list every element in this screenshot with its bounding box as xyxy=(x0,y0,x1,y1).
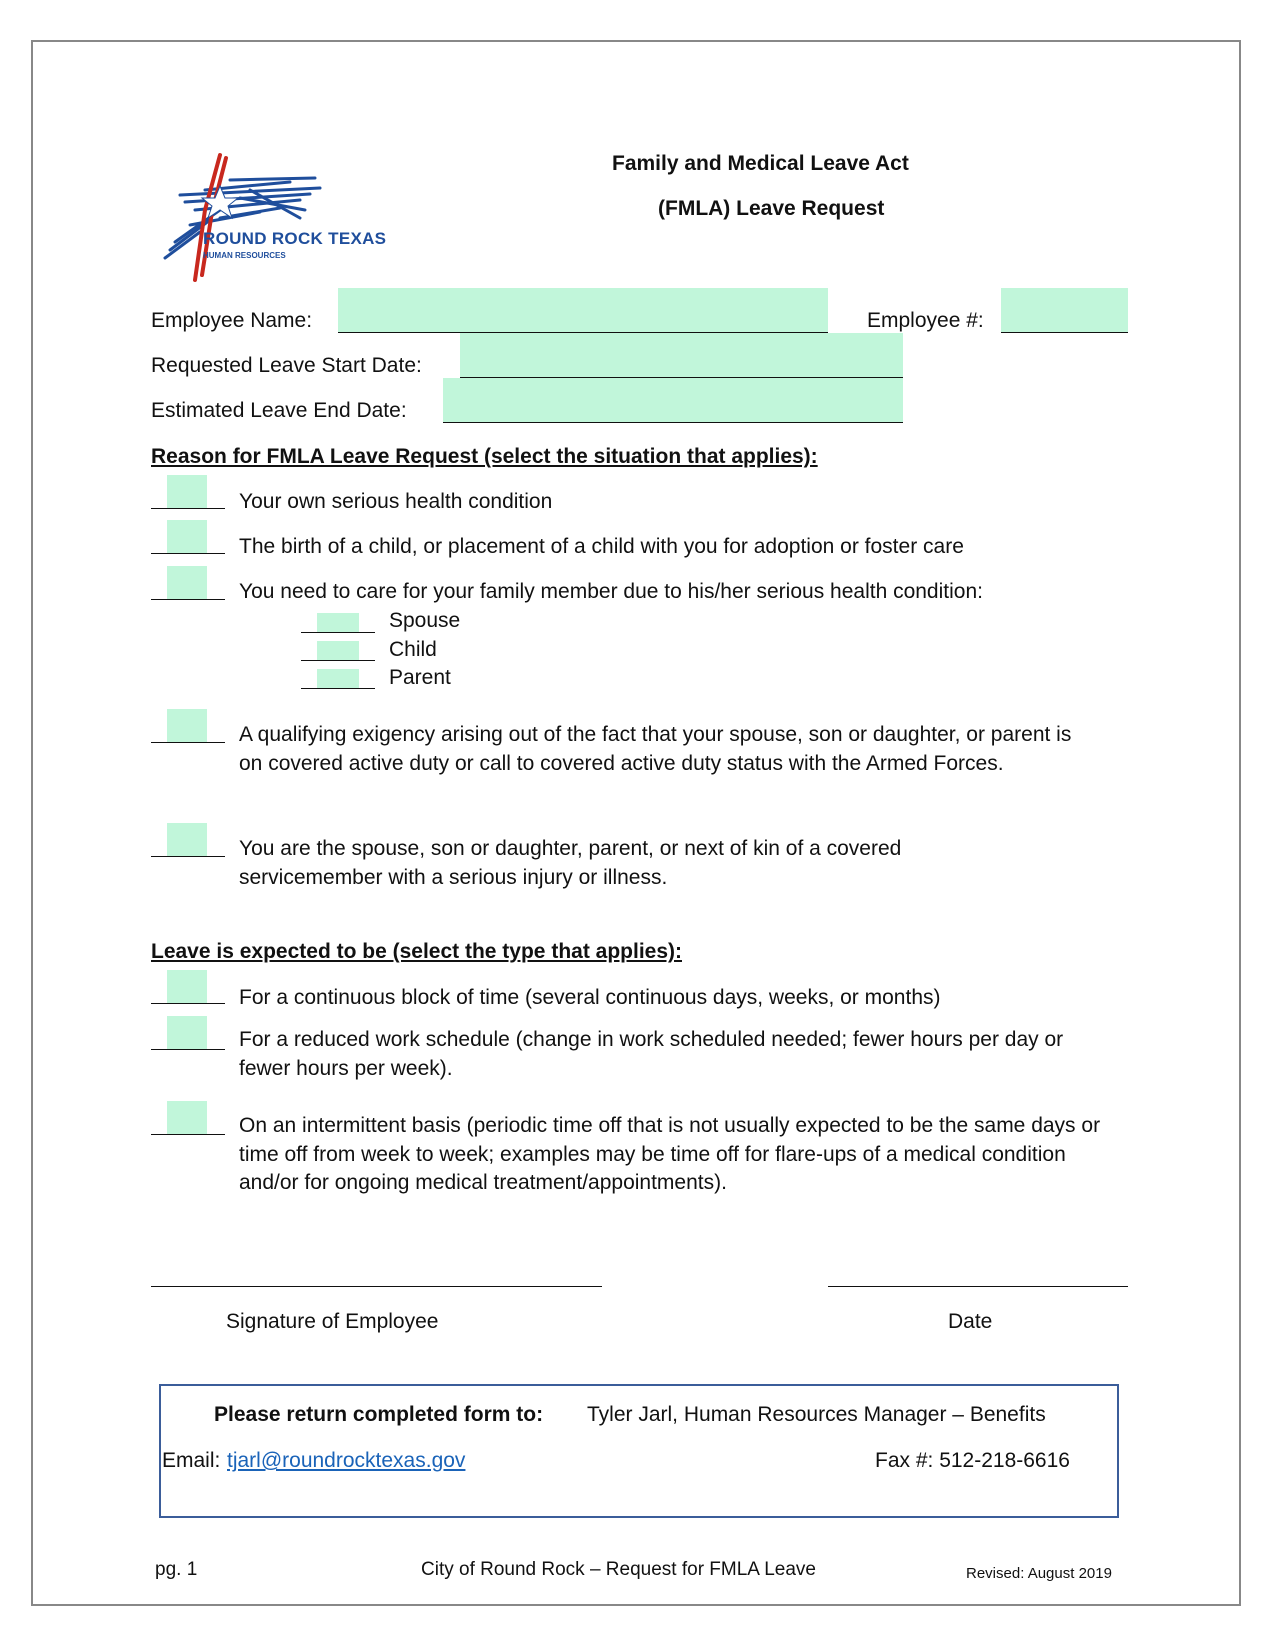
leave-checkbox-reduced[interactable] xyxy=(151,1016,225,1056)
date-line[interactable] xyxy=(828,1286,1128,1287)
reason-checkbox-servicemember[interactable] xyxy=(151,823,225,863)
employee-number-field[interactable] xyxy=(1001,288,1128,333)
reason-checkbox-own-health[interactable] xyxy=(151,475,225,515)
footer-title: City of Round Rock – Request for FMLA Leave xyxy=(421,1559,816,1580)
family-checkbox-parent[interactable] xyxy=(301,667,375,693)
email-label: Email: xyxy=(162,1449,221,1472)
return-lead: Please return completed form to: xyxy=(214,1403,544,1426)
signature-line[interactable] xyxy=(151,1286,602,1287)
reason-heading: Reason for FMLA Leave Request (select the situation that applies): xyxy=(151,445,818,468)
family-checkbox-child[interactable] xyxy=(301,639,375,665)
start-date-label: Requested Leave Start Date: xyxy=(151,354,422,377)
email-link[interactable]: tjarl@roundrocktexas.gov xyxy=(227,1449,466,1472)
star-swoosh-icon xyxy=(150,150,420,300)
reason-checkbox-birth[interactable] xyxy=(151,520,225,560)
signature-label: Signature of Employee xyxy=(226,1310,439,1333)
footer-revised: Revised: August 2019 xyxy=(966,1565,1112,1582)
footer-page-number: pg. 1 xyxy=(155,1559,198,1580)
leave-option-intermittent: On an intermittent basis (periodic time off that is not usually expected to be the same days or time off from week to week; examples may be time off for flare-ups of a medical condition and/or for ongoing medical treatment/appointments). xyxy=(239,1114,1101,1194)
logo-text: ROUND ROCK TEXAS xyxy=(203,229,387,248)
family-checkbox-spouse[interactable] xyxy=(301,611,375,637)
reason-option-servicemember: You are the spouse, son or daughter, parent, or next of kin of a covered servicemember with a serious injury or illness. xyxy=(239,837,902,889)
leave-option-continuous: For a continuous block of time (several continuous days, weeks, or months) xyxy=(239,986,941,1009)
employee-name-label: Employee Name: xyxy=(151,309,313,332)
leave-checkbox-continuous[interactable] xyxy=(151,970,225,1010)
logo-subtext: HUMAN RESOURCES xyxy=(203,251,286,260)
reason-checkbox-family-care[interactable] xyxy=(151,566,225,606)
reason-checkbox-exigency[interactable] xyxy=(151,709,225,749)
reason-option-exigency: A qualifying exigency arising out of the fact that your spouse, son or daughter, or parent is on covered active duty or call to covered active duty status with the Armed Forces. xyxy=(239,723,1072,775)
form-title-line1: Family and Medical Leave Act xyxy=(612,152,909,175)
date-label: Date xyxy=(948,1310,993,1333)
leave-type-heading: Leave is expected to be (select the type that applies): xyxy=(151,940,682,963)
end-date-label: Estimated Leave End Date: xyxy=(151,399,407,422)
family-option-child: Child xyxy=(389,638,437,661)
reason-option-family-care: You need to care for your family member due to his/her serious health condition: xyxy=(239,580,983,603)
leave-option-reduced: For a reduced work schedule (change in work scheduled needed; fewer hours per day or fewer hours per week). xyxy=(239,1028,1064,1080)
leave-checkbox-intermittent[interactable] xyxy=(151,1101,225,1141)
reason-option-birth: The birth of a child, or placement of a child with you for adoption or foster care xyxy=(239,535,964,558)
return-recipient: Tyler Jarl, Human Resources Manager – Benefits xyxy=(587,1403,1046,1426)
round-rock-logo xyxy=(150,150,420,300)
family-option-parent: Parent xyxy=(389,666,451,689)
family-option-spouse: Spouse xyxy=(389,609,461,632)
form-title-line2: (FMLA) Leave Request xyxy=(658,197,885,220)
reason-option-own-health: Your own serious health condition xyxy=(239,490,553,513)
fax-number: Fax #: 512-218-6616 xyxy=(875,1449,1070,1472)
start-date-field[interactable] xyxy=(460,333,903,378)
employee-number-label: Employee #: xyxy=(867,309,984,332)
employee-name-field[interactable] xyxy=(338,288,828,333)
end-date-field[interactable] xyxy=(443,378,903,423)
